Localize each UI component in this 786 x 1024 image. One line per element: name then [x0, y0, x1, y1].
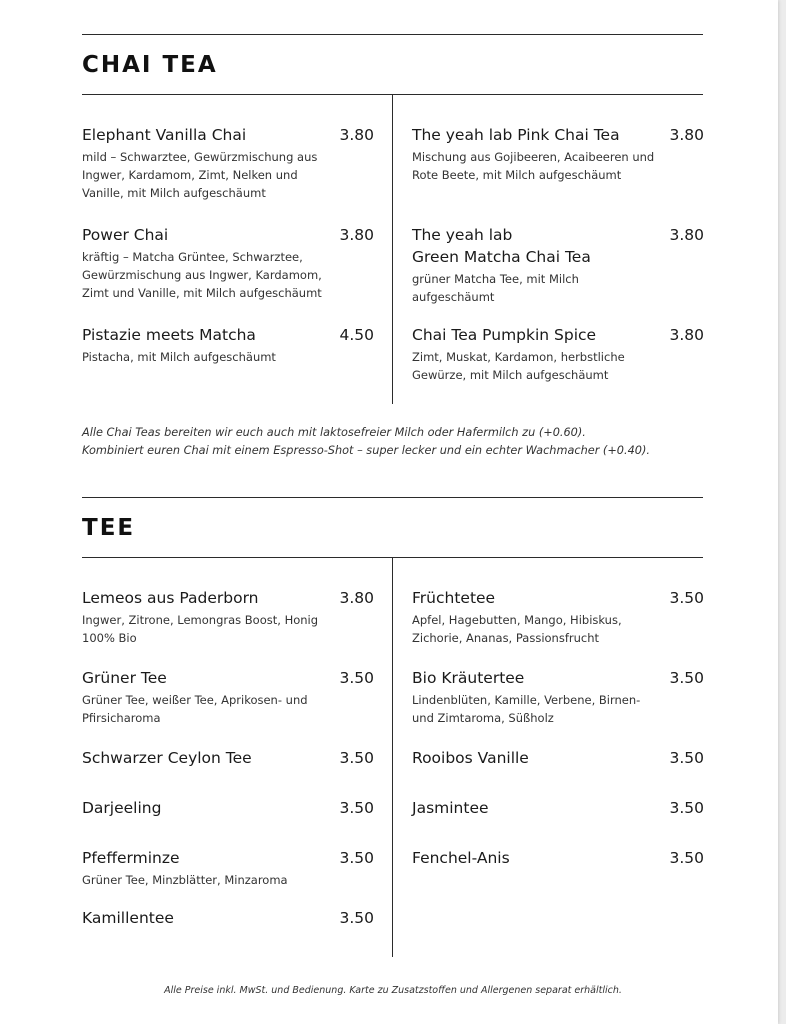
menu-item	[412, 324, 704, 384]
menu-item	[82, 324, 374, 366]
item-price: 3.50	[339, 749, 374, 767]
item-description: Mischung aus Gojibeeren, Acaibeeren und Rote Beete, mit Milch aufgeschäumt	[412, 150, 655, 182]
item-name: Bio Kräutertee	[412, 669, 525, 687]
menu-item	[82, 797, 374, 819]
item-name: Darjeeling	[82, 799, 162, 817]
item-name: The yeah lab Pink Chai Tea	[412, 126, 620, 144]
item-price: 3.50	[339, 669, 374, 687]
item-price: 4.50	[339, 326, 374, 344]
item-description: Ingwer, Zitrone, Lemongras Boost, Honig 100% Bio	[82, 613, 319, 645]
item-price: 3.50	[339, 799, 374, 817]
menu-item	[82, 847, 374, 889]
menu-item	[412, 587, 704, 647]
item-description: Grüner Tee, Minzblätter, Minzaroma	[82, 873, 288, 887]
item-name-line: The yeah lab	[412, 226, 513, 244]
item-name: Fenchel-Anis	[412, 849, 510, 867]
item-description: mild – Schwarztee, Gewürzmischung aus Ingwer, Kardamom, Zimt, Nelken und Vanille, mit Milch aufgeschäumt	[82, 150, 318, 200]
item-name: Power Chai	[82, 226, 169, 244]
menu-item	[82, 667, 374, 727]
item-name	[412, 224, 591, 268]
item-name: Grüner Tee	[82, 669, 167, 687]
item-name: Schwarzer Ceylon Tee	[82, 749, 252, 767]
menu-item	[412, 747, 704, 769]
item-price: 3.80	[669, 226, 704, 244]
item-description: Apfel, Hagebutten, Mango, Hibiskus, Zichorie, Ananas, Passionsfrucht	[412, 613, 622, 645]
column-divider	[392, 558, 393, 957]
menu-item	[82, 224, 374, 302]
column-divider	[392, 95, 393, 404]
item-name: Elephant Vanilla Chai	[82, 126, 247, 144]
item-name-line: Green Matcha Chai Tea	[412, 248, 591, 266]
chai-note-line: Kombiniert euren Chai mit einem Espresso-Shot – super lecker und ein echter Wachmacher (+0.40).	[82, 444, 650, 457]
footer-note: Alle Preise inkl. MwSt. und Bedienung. Karte zu Zusatzstoffen und Allergenen separat erhältlich.	[164, 985, 622, 996]
item-price: 3.50	[669, 589, 704, 607]
section-top-rule	[82, 34, 703, 35]
item-price: 3.50	[669, 799, 704, 817]
item-description: kräftig – Matcha Grüntee, Schwarztee, Gewürzmischung aus Ingwer, Kardamom, Zimt und Vanille, mit Milch aufgeschäumt	[82, 250, 322, 300]
menu-item	[412, 224, 704, 306]
item-description: Lindenblüten, Kamille, Verbene, Birnen- und Zimtaroma, Süßholz	[412, 693, 641, 725]
item-description: Pistacha, mit Milch aufgeschäumt	[82, 350, 276, 364]
item-price: 3.80	[339, 226, 374, 244]
menu-item	[412, 124, 704, 184]
item-description: grüner Matcha Tee, mit Milch aufgeschäumt	[412, 272, 579, 304]
item-price: 3.50	[669, 849, 704, 867]
tee-section-title: TEE	[82, 515, 136, 541]
item-price: 3.80	[339, 589, 374, 607]
item-name: Chai Tea Pumpkin Spice	[412, 326, 597, 344]
item-name: Pfefferminze	[82, 849, 180, 867]
menu-item	[82, 587, 374, 647]
item-price: 3.50	[339, 849, 374, 867]
item-price: 3.50	[669, 669, 704, 687]
item-price: 3.80	[669, 126, 704, 144]
item-name: Pistazie meets Matcha	[82, 326, 256, 344]
item-price: 3.80	[669, 326, 704, 344]
section-top-rule	[82, 497, 703, 498]
item-description: Grüner Tee, weißer Tee, Aprikosen- und Pfirsicharoma	[82, 693, 308, 725]
item-name: Lemeos aus Paderborn	[82, 589, 259, 607]
chai-note-line: Alle Chai Teas bereiten wir euch auch mit laktosefreier Milch oder Hafermilch zu (+0.60).	[82, 426, 586, 439]
menu-item	[412, 847, 704, 869]
item-price: 3.80	[339, 126, 374, 144]
menu-item	[82, 907, 374, 929]
item-price: 3.50	[669, 749, 704, 767]
chai-section-title: CHAI TEA	[82, 52, 218, 78]
item-description: Zimt, Muskat, Kardamon, herbstliche Gewürze, mit Milch aufgeschäumt	[412, 350, 625, 382]
menu-item	[412, 797, 704, 819]
chai-note	[82, 424, 722, 460]
menu-item	[82, 747, 374, 769]
item-price: 3.50	[339, 909, 374, 927]
item-name: Kamillentee	[82, 909, 174, 927]
item-name: Früchtetee	[412, 589, 496, 607]
menu-item	[412, 667, 704, 727]
menu-item	[82, 124, 374, 202]
item-name: Jasmintee	[412, 799, 489, 817]
item-name: Rooibos Vanille	[412, 749, 529, 767]
